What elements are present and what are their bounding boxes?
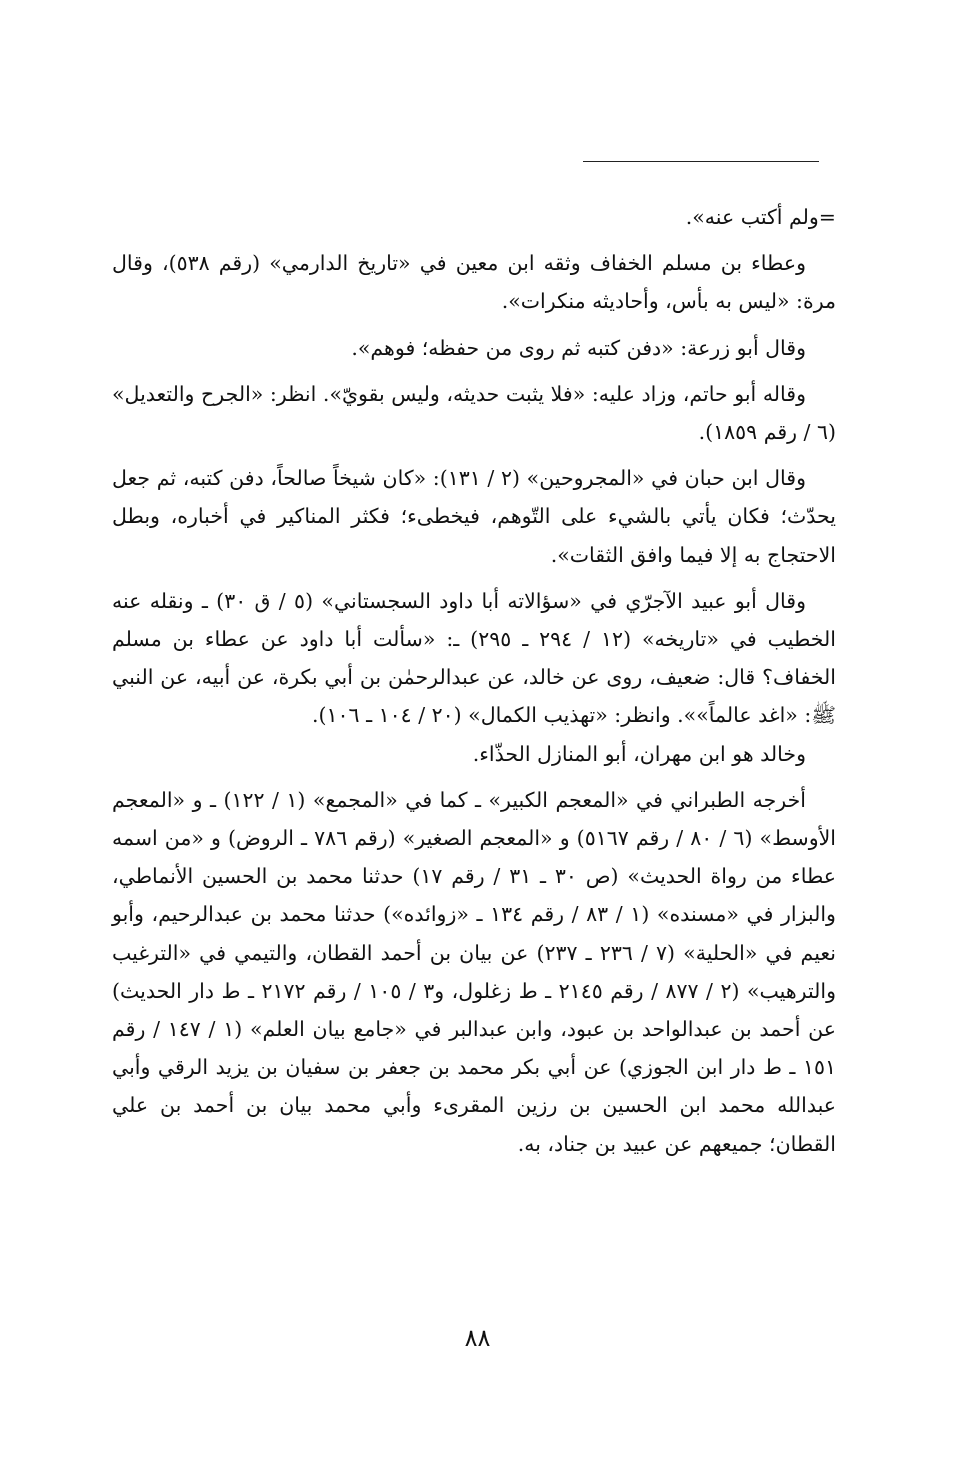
footnote-text: [112, 198, 836, 1163]
footnote-separator-rule: [583, 161, 819, 162]
page-number: ٨٨: [464, 1324, 491, 1352]
footnote-paragraph: وقاله أبو حاتم، وزاد عليه: «فلا يثبت حديثه، وليس بقويّ». انظر: «الجرح والتعديل» (٦ / رقم ١٨٥٩).: [112, 381, 836, 445]
footnote-paragraph: وقال ابن حبان في «المجروحين» (٢ / ١٣١): «كان شيخاً صالحاً، دفن كتبه، ثم جعل يحدّث؛ فكان يأتي بالشيء على التّوهم، فيخطىء؛ فكثر المناكير في أخباره، وبطل الاحتجاج به إلا فيما وافق الثقات».: [112, 466, 836, 567]
footnote-paragraph: وخالد هو ابن مهران، أبو المنازل الحذّاء.: [472, 741, 806, 766]
footnote-continuation: =ولم أكتب عنه».: [685, 205, 836, 229]
footnote-paragraph: وقال أبو زرعة: «دفن كتبه ثم روى من حفظه؛ فوهم».: [351, 335, 806, 360]
footnote-paragraph: وعطاء بن مسلم الخفاف وثقه ابن معين في «تاريخ الدارمي» (رقم ٥٣٨)، وقال مرة: «ليس به بأس، وأحاديثه منكرات».: [112, 251, 836, 314]
footnote-paragraph: وقال أبو عبيد الآجرّي في «سؤالاته أبا داود السجستاني» (٥ / ق ٣٠) ـ ونقله عنه الخطيب في «تاريخه» (١٢ / ٢٩٤ ـ ٢٩٥) ـ: «سألت أبا داود عن عطاء بن مسلم الخفاف؟ قال: ضعيف، روى عن خالد، عن عبدالرحمٰن بن أبي بكرة، عن أبيه، عن النبي ﷺ: «اغد عالماً»». وانظر: «تهذيب الكمال» (٢٠ / ١٠٤ ـ ١٠٦).: [112, 588, 836, 728]
footnote-paragraph: أخرجه الطبراني في «المعجم الكبير» ـ كما في «المجمع» (١ / ١٢٢) ـ و «المعجم الأوسط» (٦ / ٨٠ / رقم ٥١٦٧) و «المعجم الصغير» (رقم ٧٨٦ ـ الروض) و «من اسمه عطاء من رواة الحديث» (ص ٣٠ ـ ٣١ / رقم ١٧) حدثنا محمد بن الحسين الأنماطي، والبزار في «مسنده» (١ / ٨٣ / رقم ١٣٤ ـ «زوائده») حدثنا محمد بن عبدالرحيم، وأبو نعيم في «الحلية» (٧ / ٢٣٦ ـ ٢٣٧) عن بيان بن أحمد القطان، والتيمي في «الترغيب والترهيب» (٢ / ٨٧٧ / رقم ٢١٤٥ ـ ط زغلول، و٣ / ١٠٥ / رقم ٢١٧٢ ـ ط دار الحديث) عن أحمد بن عبدالواحد بن عبود، وابن عبدالبر في «جامع بيان العلم» (١ / ١٤٧ / رقم ١٥١ ـ ط دار ابن الجوزي) عن أبي بكر محمد بن جعفر بن سفيان بن يزيد الرقي وأبي عبدالله محمد ابن الحسين بن رزين المقرىء وأبي محمد بيان بن أحمد بن علي القطان؛ جميعهم عن عبيد بن جناد، به.: [112, 787, 836, 1156]
